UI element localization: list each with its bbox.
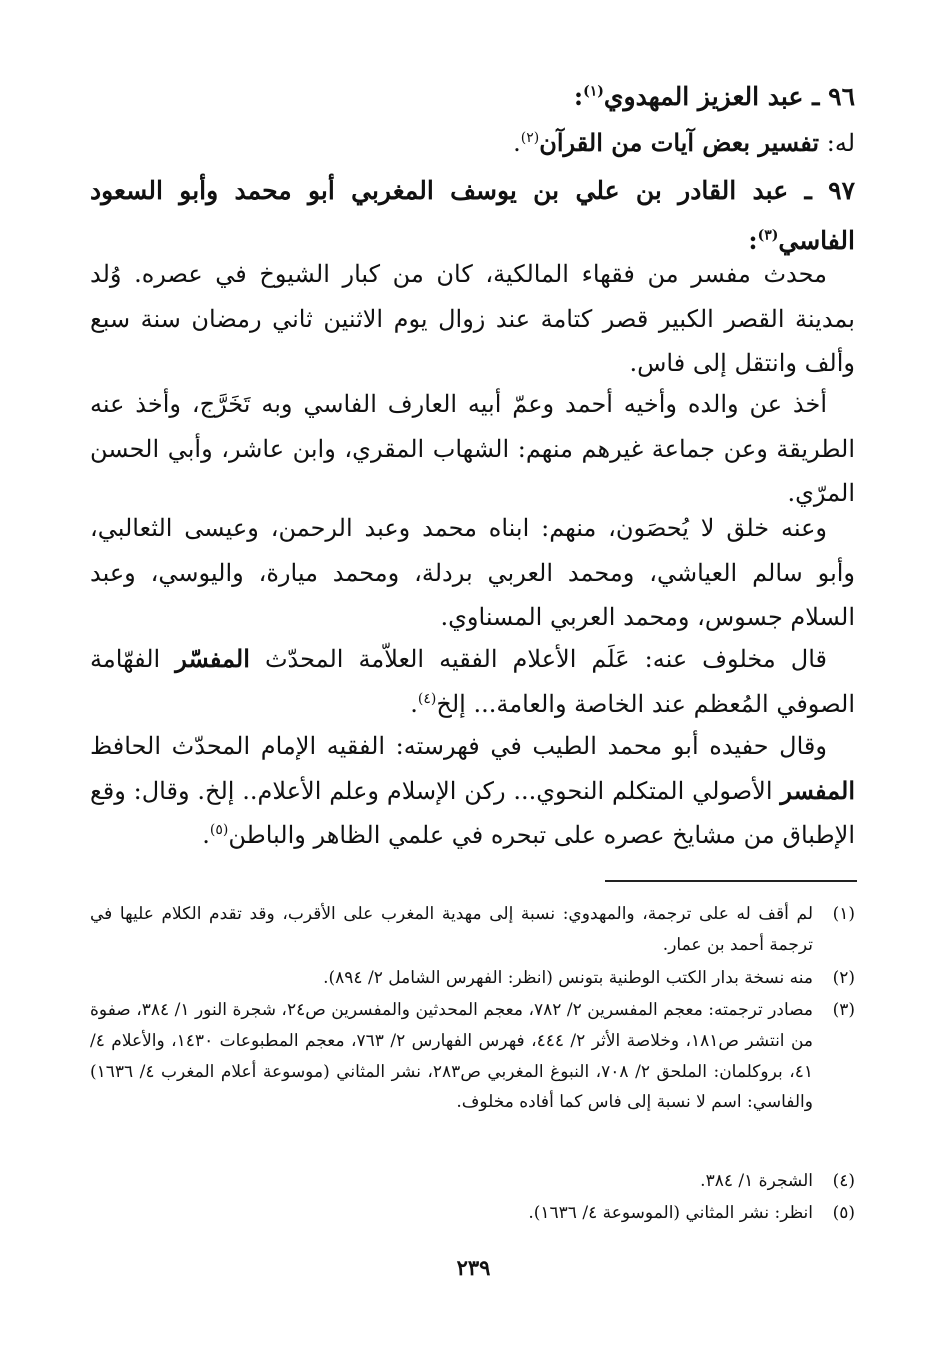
paragraph-biography — [90, 252, 855, 386]
footnote-4 — [90, 1166, 855, 1197]
entry-dash: ـ — [803, 82, 820, 111]
paragraph-tail: . — [202, 821, 210, 849]
footnote-text: لم أقف له على ترجمة، والمهدوي: نسبة إلى مهدية المغرب على الأقرب، وقد تقدم الكلام عليها في ترجمة أحمد بن عمار. — [90, 904, 813, 955]
footnote-1 — [90, 899, 855, 961]
highlighted-term: المفسر — [780, 775, 855, 805]
work-tail: . — [513, 129, 521, 157]
footnote-text: مصادر ترجمته: معجم المفسرين ٢/ ٧٨٢، معجم المحدثين والمفسرين ص٢٤، شجرة النور ١/ ٣٨٤، صفوة من انتشر ص١٨١، وخلاصة الأثر ٢/ ٤٤٤، فهرس الفهارس ٢/ ٧٦٣، معجم المطبوعات ١٤٣٠، والأعلام ٤/ ٤١، بروكلمان: الملحق ٢/ ٧٠٨، النبوغ المغربي ص٢٨٣، نشر المثاني (موسوعة أعلام المغرب ٤/ ١٦٣٦) والفاسي: اسم لا نسبة إلى فاس كما أفاده مخلوف. — [90, 1000, 814, 1113]
paragraph-teachers — [90, 382, 855, 516]
entry-96-heading — [90, 72, 855, 122]
paragraph-text: الفهّامة الصوفي المُعظم عند الخاصة والعامة... إلخ — [90, 645, 855, 718]
entry-title: عبد القادر بن علي بن يوسف المغربي أبو محمد وأبو السعود الفاسي — [90, 176, 855, 255]
entry-title-tail: : — [748, 226, 758, 255]
footnote-ref[interactable]: (٤) — [417, 690, 437, 707]
footnote-2 — [90, 963, 855, 994]
footnote-number: (٢) — [832, 968, 855, 988]
footnote-text: الشجرة ١/ ٣٨٤. — [700, 1171, 813, 1191]
footnote-ref[interactable]: (٣) — [757, 227, 779, 244]
footnote-ref[interactable]: (١) — [583, 83, 604, 100]
footnote-ref[interactable]: (٥) — [209, 822, 229, 838]
footnote-5 — [90, 1198, 855, 1229]
work-title: تفسير بعض آيات من القرآن — [539, 128, 820, 157]
highlighted-term: المفسّر — [175, 644, 250, 673]
work-label: له: — [826, 129, 855, 157]
paragraph-text: محدث مفسر من فقهاء المالكية، كان من كبار الشيوخ في عصره. وُلد بمدينة القصر الكبير قصر كتامة عند زوال يوم الاثنين ثاني رمضان سنة سبع وألف وانتقل إلى فاس. — [90, 260, 855, 377]
footnote-text: انظر: نشر المثاني (الموسوعة ٤/ ١٦٣٦). — [528, 1203, 813, 1223]
footnote-number: (١) — [832, 904, 855, 924]
entry-number: ٩٧ — [828, 176, 855, 205]
footnote-ref[interactable]: (٢) — [520, 130, 540, 146]
footnote-divider — [605, 880, 857, 882]
footnote-number: (٥) — [832, 1203, 855, 1223]
paragraph-text: وعنه خلق لا يُحصَون، منهم: ابناه محمد وعبد الرحمن، وعيسى الثعالبي، وأبو سالم العياشي، ومحمد العربي بردلة، ومحمد ميارة، واليوسي، وعبد السلام جسوس، ومحمد العربي المسناوي. — [90, 514, 855, 631]
page-number: ٢٣٩ — [456, 1255, 491, 1280]
footnote-number: (٤) — [832, 1171, 855, 1191]
paragraph-text: قال مخلوف عنه: عَلَم الأعلام الفقيه العلاّمة المحدّث — [264, 645, 827, 673]
paragraph-students — [90, 506, 855, 640]
footnote-number: (٣) — [832, 1000, 855, 1020]
entry-96-work — [90, 118, 855, 168]
entry-97-heading — [90, 166, 855, 266]
entry-title: عبد العزيز المهدوي — [603, 82, 804, 111]
entry-title-tail: : — [573, 82, 584, 111]
paragraph-text: أخذ عن والده وأخيه أحمد وعمّ أبيه العارف الفاسي وبه تَخَرَّج، وأخذ عنه الطريقة وعن جماعة غيرهم منهم: الشهاب المقري، وابن عاشر، وأبي الحسن المرّي. — [90, 390, 855, 507]
entry-dash: ـ — [788, 176, 812, 205]
paragraph-grandson-quote — [90, 724, 855, 858]
paragraph-text: وقال حفيده أبو محمد الطيب في فهرسته: الفقيه الإمام المحدّث الحافظ — [90, 732, 827, 760]
footnote-text: منه نسخة بدار الكتب الوطنية بتونس (انظر: الفهرس الشامل ٢/ ٨٩٤). — [323, 968, 813, 988]
paragraph-text: الأصولي المتكلم النحوي... ركن الإسلام وعلم الأعلام.. إلخ. وقال: وقع الإطباق من مشايخ عصره على تبحره في علمي الظاهر والباطن — [90, 776, 855, 849]
paragraph-tail: . — [410, 689, 418, 718]
footnote-3 — [90, 995, 855, 1118]
paragraph-makhluf-quote — [90, 637, 855, 726]
entry-number: ٩٦ — [828, 82, 855, 111]
